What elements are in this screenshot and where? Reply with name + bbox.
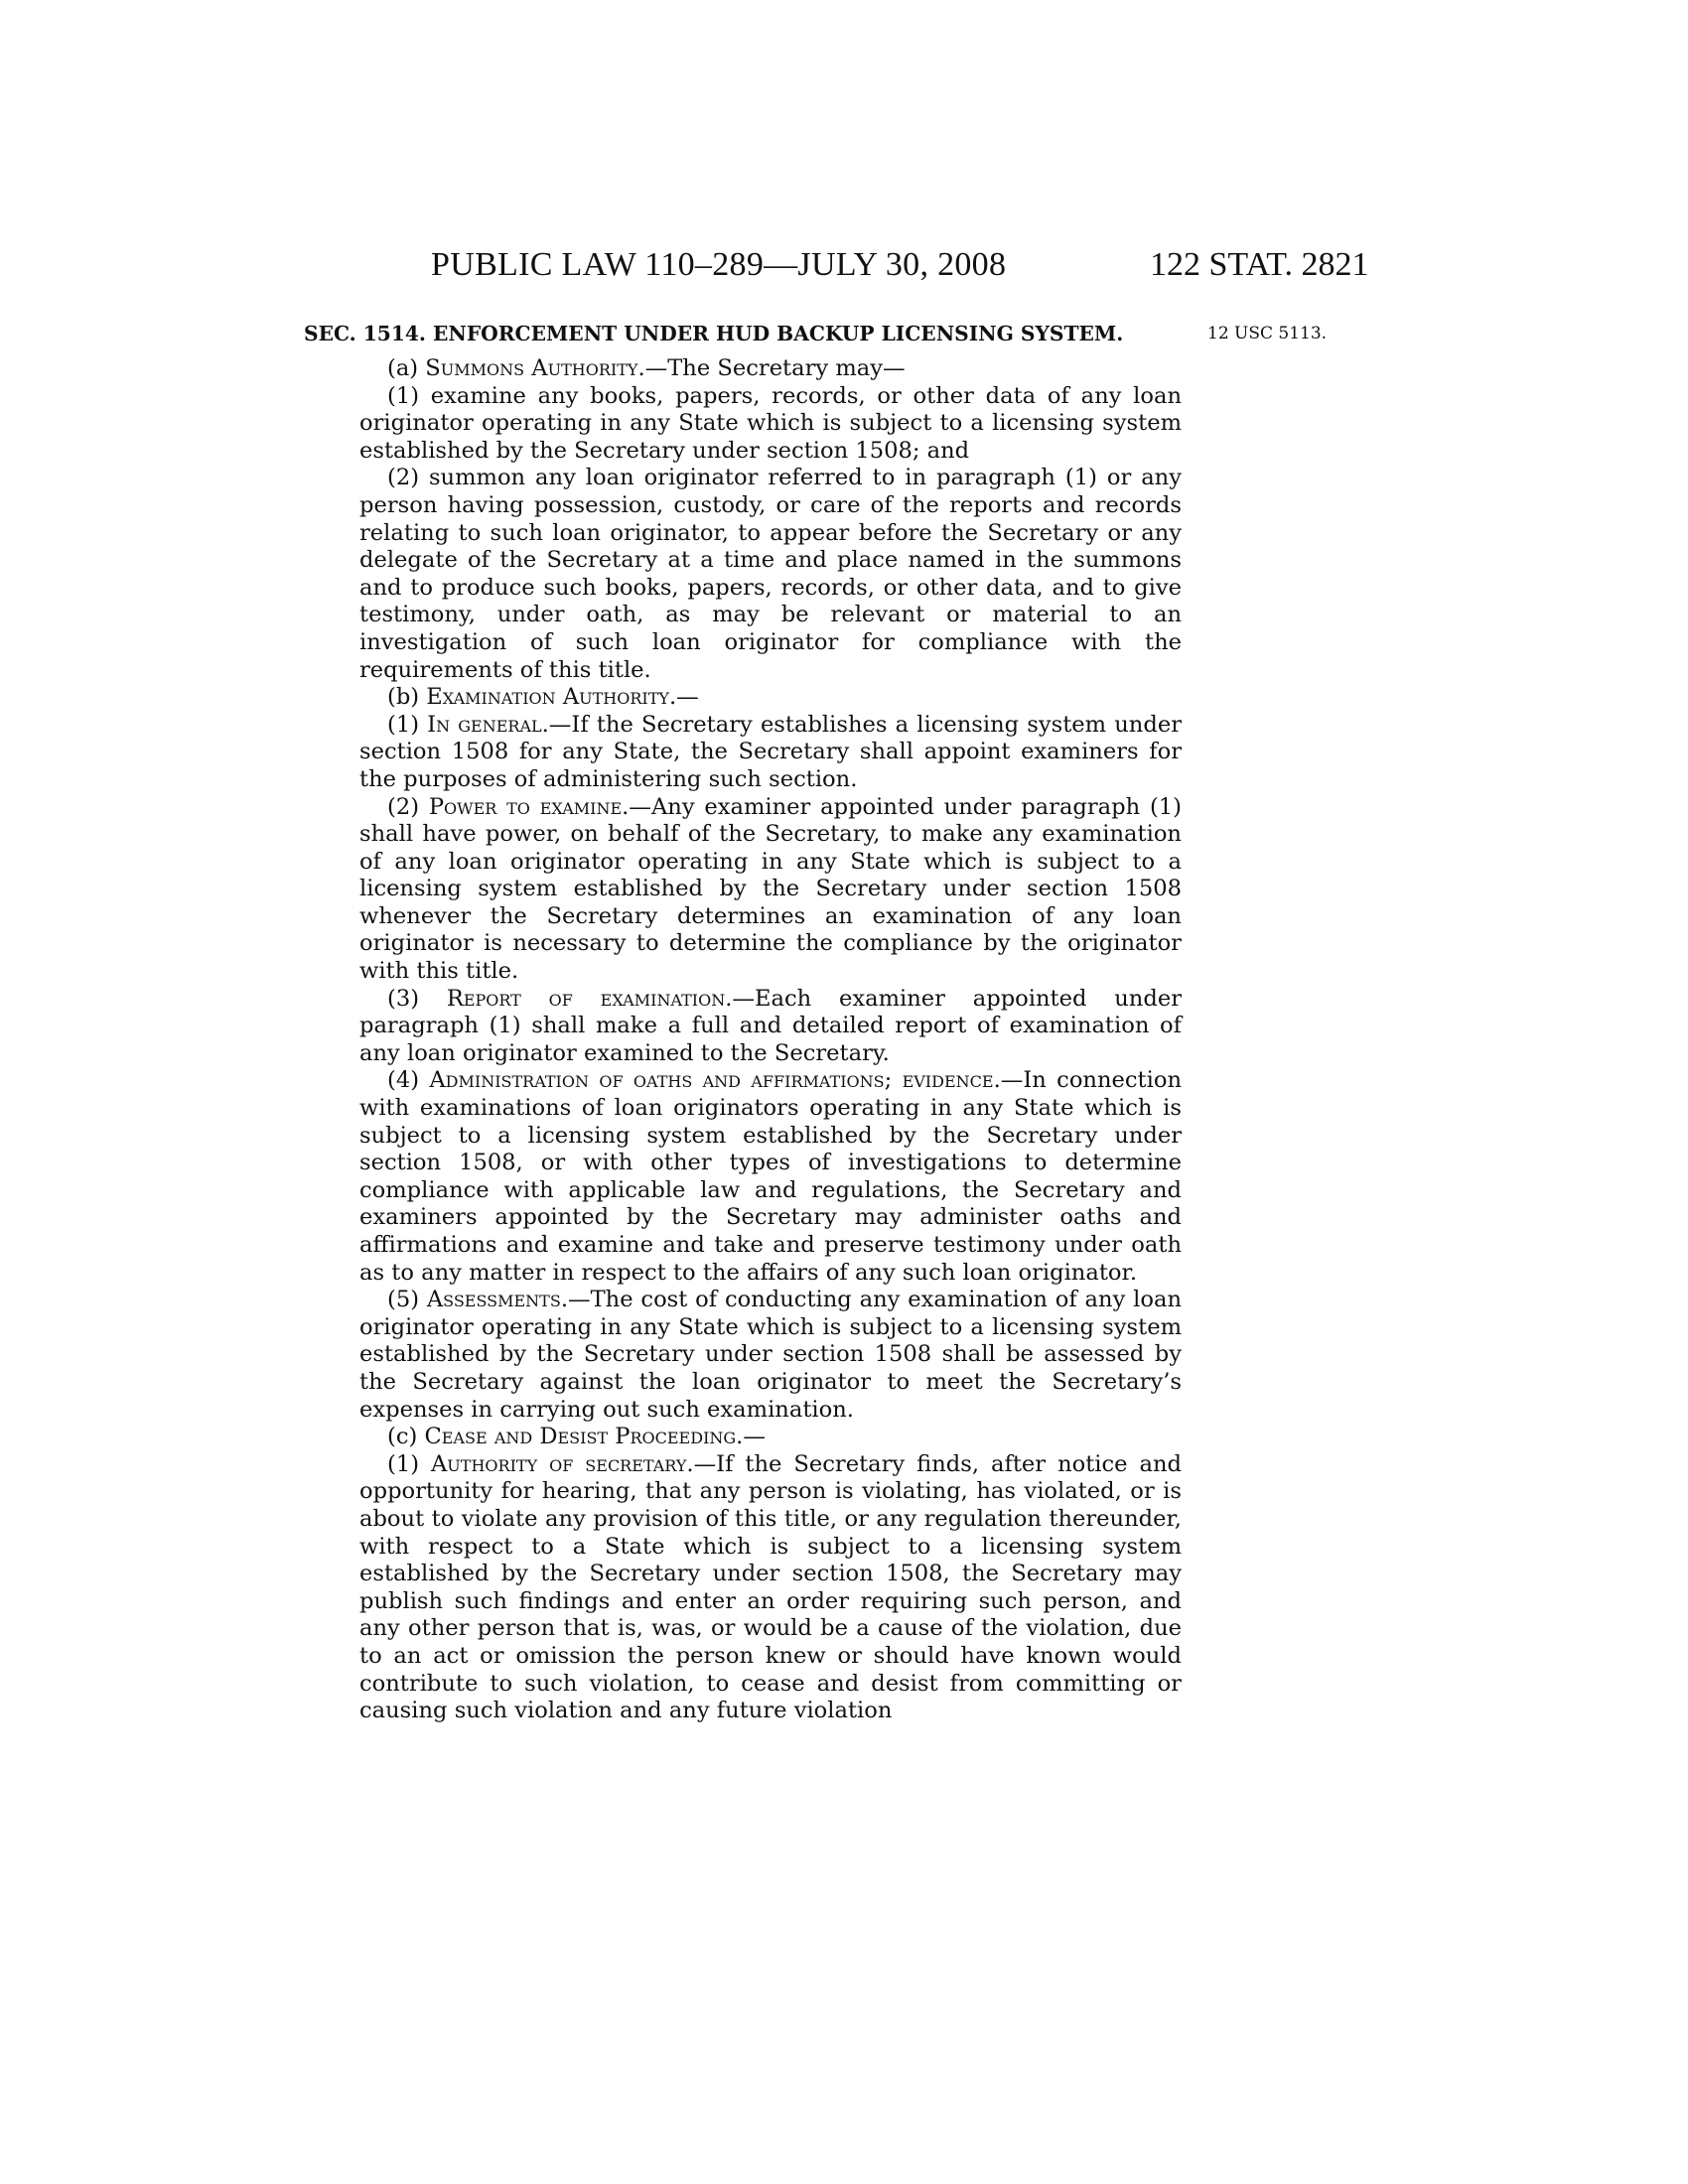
page-citation: 122 STAT. 2821 — [1150, 246, 1369, 283]
paragraph-text: .—Each examiner appointed under paragraph (1) shall make a full and detailed report of examination of any loan originator examined to the Secretary. — [359, 985, 1182, 1066]
paragraph-label: (1) — [387, 711, 428, 738]
margin-note-usc: 12 USC 5113. — [1207, 324, 1328, 343]
paragraph-text: .—If the Secretary establishes a licensing system under section 1508 for any State, the Secretary shall appoint examiners for the purposes of administering such section. — [359, 711, 1182, 792]
paragraph-text: .—The Secretary may— — [637, 355, 906, 381]
paragraph-a-1 — [359, 383, 1182, 466]
paragraph-text: (2) summon any loan originator referred to in paragraph (1) or any person having possession, custody, or care of the reports and records relating to such loan originator, to appear before the Secretary or any delegate of the Secretary at a time and place named in the summons and to produce such books, papers, records, or other data, and to give testimony, under oath, as may be relevant or material to an investigation of such loan originator for compliance with the requirements of this title. — [359, 465, 1182, 683]
paragraph-text: .—Any examiner appointed under paragraph (1) shall have power, on behalf of the Secretary, to make any examination of any loan originator operating in any State which is subject to a licensing system established by the Secretary under section 1508 whenever the Secretary determines an examination of any loan originator is necessary to determine the compliance by the originator with this title. — [359, 793, 1182, 985]
paragraph-c — [359, 1424, 1182, 1451]
paragraph-label: (2) — [387, 793, 429, 820]
paragraph-caption: Report of examination — [446, 985, 726, 1012]
paragraph-text: (1) examine any books, papers, records, or other data of any loan originator operating in any State which is subject to a licensing system established by the Secretary under section 1508; and — [359, 382, 1182, 464]
paragraph-text: .— — [668, 684, 699, 711]
paragraph-b — [359, 684, 1182, 712]
paragraph-text: .—The cost of conducting any examination of any loan originator operating in any State which is subject to a licensing system established by the Secretary under section 1508 shall be assessed by the Secretary against the loan originator to meet the Secretary’s expenses in carrying out such examination. — [359, 1287, 1183, 1423]
paragraph-a-2 — [359, 465, 1182, 684]
paragraph-label: (1) — [387, 1450, 431, 1477]
paragraph-b-4 — [359, 1067, 1182, 1287]
paragraph-caption: In general — [427, 711, 542, 738]
running-header-title: PUBLIC LAW 110–289—JULY 30, 2008 — [431, 246, 1007, 283]
paragraph-text: .—In connection with examinations of loan originators operating in any State which is subject to a licensing system established by the Secretary under section 1508, or with other types of investigations to determine compliance with applicable law and regulations, the Secretary and examiners appointed by the Secretary may administer oaths and affirmations and examine and take and preserve testimony under oath as to any matter in respect to the affairs of any such loan originator. — [359, 1067, 1183, 1286]
section-body — [359, 355, 1182, 1725]
paragraph-caption: Power to examine — [428, 793, 623, 820]
paragraph-a — [359, 355, 1182, 383]
paragraph-caption: Summons Authority — [425, 355, 638, 381]
paragraph-caption: Authority of secretary — [430, 1450, 687, 1477]
paragraph-label: (5) — [387, 1287, 427, 1313]
paragraph-text: .— — [736, 1424, 766, 1450]
paragraph-caption: Cease and Desist Proceeding — [424, 1424, 737, 1450]
paragraph-b-5 — [359, 1287, 1182, 1424]
section-heading: SEC. 1514. ENFORCEMENT UNDER HUD BACKUP LICENSING SYSTEM. — [304, 322, 1124, 345]
paragraph-caption: Examination Authority — [426, 684, 669, 711]
paragraph-b-3 — [359, 986, 1182, 1068]
paragraph-label: (c) — [387, 1424, 425, 1450]
paragraph-c-1 — [359, 1451, 1182, 1725]
paragraph-caption: Assessments — [426, 1287, 561, 1313]
paragraph-label: (4) — [387, 1067, 430, 1094]
paragraph-b-1 — [359, 712, 1182, 794]
paragraph-label: (b) — [387, 684, 427, 711]
paragraph-b-2 — [359, 794, 1182, 986]
paragraph-caption: Administration of oaths and affirmations; evidence — [429, 1067, 994, 1094]
paragraph-label: (3) — [387, 985, 447, 1012]
paragraph-label: (a) — [387, 355, 426, 381]
paragraph-text: .—If the Secretary finds, after notice and opportunity for hearing, that any person is violating, has violated, or is about to violate any provision of this title, or any regulation thereunder, with respect to a State which is subject to a licensing system established by the Secretary under section 1508, the Secretary may publish such findings and enter an order requiring such person, and any other person that is, was, or would be a cause of the violation, due to an act or omission the person knew or should have known would contribute to such violation, to cease and desist from committing or causing such violation and any future violation — [359, 1450, 1183, 1724]
